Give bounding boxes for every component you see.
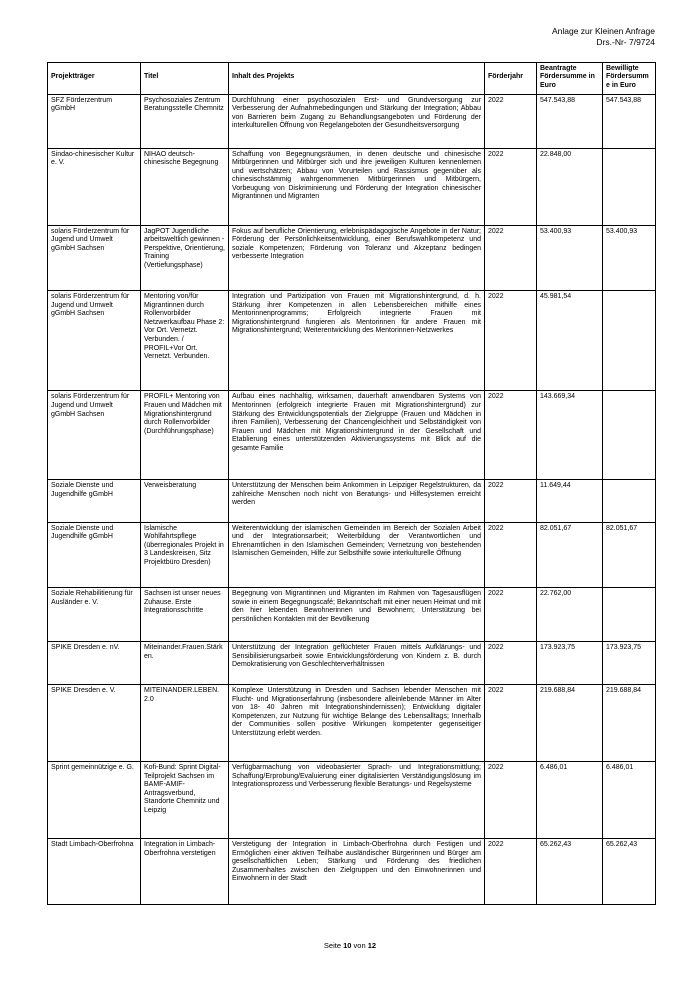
cell-titel: Miteinander.Frauen.Stärken. xyxy=(141,642,229,685)
cell-bewilligte-summe: 53.400,93 xyxy=(603,225,656,291)
cell-projekttraeger: Soziale Rehabilitierung für Ausländer e. V. xyxy=(48,588,141,642)
cell-beantragte-summe: 143.669,34 xyxy=(537,391,603,480)
cell-foerderjahr: 2022 xyxy=(485,291,537,391)
cell-titel: NIHAO deutsch-chinesische Begegnung xyxy=(141,148,229,225)
column-header-titel: Titel xyxy=(141,62,229,94)
cell-titel: Mentoring von/für Migrantinnen durch Rollenvorbilder Netzwerkaufbau Phase 2: Vor Ort. Vernetzt. Verbunden. / PROFIL+Vor Ort. Vernetzt. Verbunden. xyxy=(141,291,229,391)
cell-bewilligte-summe xyxy=(603,291,656,391)
cell-titel: Integration in Limbach-Oberfrohna verstetigen xyxy=(141,839,229,905)
cell-inhalt: Integration und Partizipation von Frauen mit Migrationshintergrund, d. h. Stärkung ihrer Kompetenzen in allen Lebensbereichen mithilfe eines Mentorinnenprogramms; Erfolgreich integrierte Frauen mit Migrationshintergrund fungieren als Mentorinnen für andere Frauen mit Migrationshintergrund; Weiterentwicklung des Mentorinnen-Netzwerkes xyxy=(229,291,485,391)
column-header-beantragte-summe: Beantragte Fördersumme in Euro xyxy=(537,62,603,94)
cell-projekttraeger: SPIKE Dresden e. nV. xyxy=(48,642,141,685)
cell-foerderjahr: 2022 xyxy=(485,839,537,905)
cell-foerderjahr: 2022 xyxy=(485,480,537,523)
cell-titel: JagPOT Jugendliche arbeitsweltlich gewinnen - Perspektive, Orientierung, Training (Vertiefungsphase) xyxy=(141,225,229,291)
table-row xyxy=(48,225,656,291)
table-row xyxy=(48,642,656,685)
cell-titel: Sachsen ist unser neues Zuhause. Erste Integrationsschritte xyxy=(141,588,229,642)
footer-page-label: Seite xyxy=(323,941,342,950)
cell-titel: PROFIL+ Mentoring von Frauen und Mädchen mit Migrationshintergrund durch Rollenvorbilder (Durchführungsphase) xyxy=(141,391,229,480)
table-row xyxy=(48,148,656,225)
cell-beantragte-summe: 65.262,43 xyxy=(537,839,603,905)
cell-bewilligte-summe xyxy=(603,480,656,523)
table-row xyxy=(48,839,656,905)
cell-inhalt: Weiterentwicklung der islamischen Gemeinden im Bereich der Sozialen Arbeit und der Integrationsarbeit; Weiterbildung der Verantwortlichen und Ehrenamtlichen in den Islamischen Gemeinden; Vernetzung von bestehenden Islamischen Gemeinden, Hilfe zur Selbsthilfe sowie interkulturelle Öffnung xyxy=(229,522,485,588)
cell-bewilligte-summe xyxy=(603,148,656,225)
cell-projekttraeger: Soziale Dienste und Jugendhilfe gGmbH xyxy=(48,480,141,523)
cell-bewilligte-summe: 173.923,75 xyxy=(603,642,656,685)
cell-titel: MITEINANDER.LEBEN. 2.0 xyxy=(141,685,229,762)
column-header-bewilligte-summe: Bewilligte Fördersumme in Euro xyxy=(603,62,656,94)
cell-inhalt: Komplexe Unterstützung in Dresden und Sachsen lebender Menschen mit Flucht- und Migrationserfahrung (insbesondere alleinlebende Männer im Alter von 18- 40 Jahren mit Integrationshindernissen); Entwicklung digitaler Kompetenzen, zur Nutzung für wichtige Belange des Lebensalltags; Innerhalb der Communities sollen positive Wirkungen kompetenter gegenseitiger Unterstützung erlebt werden. xyxy=(229,685,485,762)
cell-projekttraeger: Sprint gemeinnützige e. G. xyxy=(48,762,141,839)
cell-bewilligte-summe: 219.688,84 xyxy=(603,685,656,762)
cell-titel: Verweisberatung xyxy=(141,480,229,523)
table-row xyxy=(48,522,656,588)
cell-titel: Islamische Wohlfahrtspflege (überregionales Projekt in 3 Landeskreisen, Sitz Projektbüro Dresden) xyxy=(141,522,229,588)
cell-projekttraeger: solaris Förderzentrum für Jugend und Umwelt gGmbH Sachsen xyxy=(48,391,141,480)
cell-beantragte-summe: 219.688,84 xyxy=(537,685,603,762)
cell-beantragte-summe: 22.848,00 xyxy=(537,148,603,225)
cell-beantragte-summe: 53.400,93 xyxy=(537,225,603,291)
cell-bewilligte-summe: 82.051,67 xyxy=(603,522,656,588)
header-drucksache-number: Drs.-Nr- 7/9724 xyxy=(596,37,655,48)
cell-beantragte-summe: 173.923,75 xyxy=(537,642,603,685)
table-row xyxy=(48,480,656,523)
cell-inhalt: Durchführung einer psychosozialen Erst- und Grundversorgung zur Verbesserung der Aufnahmebedingungen und Stärkung der Integration; Abbau von Barrieren beim Zugang zu Behandlungsangeboten und Förderung der interkulturellen Öffnung von Regelangeboten der Gesundheitsversorgung xyxy=(229,94,485,148)
table-row xyxy=(48,588,656,642)
footer-total-pages: 12 xyxy=(367,941,377,950)
cell-foerderjahr: 2022 xyxy=(485,588,537,642)
table-header-row xyxy=(48,62,656,94)
cell-beantragte-summe: 11.649,44 xyxy=(537,480,603,523)
document-header xyxy=(47,26,655,49)
cell-beantragte-summe: 82.051,67 xyxy=(537,522,603,588)
cell-titel: Kofi-Bund: Sprint Digital-Teilprojekt Sachsen im BAMF-AMIF-Antragsverbund, Standorte Chemnitz und Leipzig xyxy=(141,762,229,839)
cell-foerderjahr: 2022 xyxy=(485,148,537,225)
cell-bewilligte-summe: 547.543,88 xyxy=(603,94,656,148)
cell-inhalt: Fokus auf berufliche Orientierung, erlebnispädagogische Angebote in der Natur; Förderung der Persönlichkeitsentwicklung, einer Berufswahlkompetenz und soziale Kompetenzen; Förderung von Toleranz und Akzeptanz bedingen verbesserte Integration xyxy=(229,225,485,291)
cell-inhalt: Aufbau eines nachhaltig, wirksamen, dauerhaft anwendbaren Systems von Mentorinnen (erfolgreich integrierte Frauen mit Migrationshintergrund) zur Stärkung des Entwicklungspotentials der Zielgruppe (Frauen und Mädchen in ihren Familien), Verbesserung der Chancengleichheit und Selbständigkeit von Frauen und Mädchen mit Migrationshintergrund in der Gesellschaft und Etablierung eines unterstützenden Aktivierungssystems mit Blick auf die gesamte Familie xyxy=(229,391,485,480)
cell-projekttraeger: Soziale Dienste und Jugendhilfe gGmbH xyxy=(48,522,141,588)
cell-foerderjahr: 2022 xyxy=(485,762,537,839)
cell-projekttraeger: SPIKE Dresden e. V. xyxy=(48,685,141,762)
table-row xyxy=(48,762,656,839)
project-table-body xyxy=(48,94,656,904)
cell-inhalt: Verstetigung der Integration in Limbach-Oberfrohna durch Festigen und Ermöglichen einer aktiven Teilhabe ausländischer Bürgerinnen und Bürger am gesellschaftlichen Leben; Stärkung und Förderung des friedlichen Zusammenhaltes zwischen den Zielgruppen und den Einwohnerinnen und Einwohnern in der Stadt xyxy=(229,839,485,905)
cell-inhalt: Unterstützung der Integration geflüchteter Frauen mittels Aufklärungs- und Sensibilisierungsarbeit sowie Entwicklungsförderung von Kindern z. B. durch Demokratisierung von Geschlechterverhältnissen xyxy=(229,642,485,685)
cell-beantragte-summe: 6.486,01 xyxy=(537,762,603,839)
footer-page-number: 10 xyxy=(343,941,352,950)
cell-projekttraeger: Stadt Limbach-Oberfrohna xyxy=(48,839,141,905)
cell-bewilligte-summe: 65.262,43 xyxy=(603,839,656,905)
cell-projekttraeger: Sindao-chinesischer Kultur e. V. xyxy=(48,148,141,225)
page-footer xyxy=(0,941,700,950)
footer-of-label: von xyxy=(353,941,366,950)
header-annex-title: Anlage zur Kleinen Anfrage xyxy=(551,26,655,36)
cell-beantragte-summe: 22.762,00 xyxy=(537,588,603,642)
cell-inhalt: Unterstützung der Menschen beim Ankommen in Leipziger Regelstrukturen, da zahlreiche Menschen noch nicht von Beratungs- und Hilfesystemen erreicht werden xyxy=(229,480,485,523)
table-row xyxy=(48,291,656,391)
table-row xyxy=(48,94,656,148)
cell-projekttraeger: solaris Förderzentrum für Jugend und Umwelt gGmbH Sachsen xyxy=(48,291,141,391)
cell-foerderjahr: 2022 xyxy=(485,391,537,480)
cell-beantragte-summe: 547.543,88 xyxy=(537,94,603,148)
cell-titel: Psychosoziales Zentrum Beratungsstelle Chemnitz xyxy=(141,94,229,148)
cell-foerderjahr: 2022 xyxy=(485,94,537,148)
project-table xyxy=(47,62,656,905)
column-header-inhalt: Inhalt des Projekts xyxy=(229,62,485,94)
cell-bewilligte-summe: 6.486,01 xyxy=(603,762,656,839)
cell-projekttraeger: solaris Förderzentrum für Jugend und Umwelt gGmbH Sachsen xyxy=(48,225,141,291)
column-header-projekttraeger: Projektträger xyxy=(48,62,141,94)
cell-foerderjahr: 2022 xyxy=(485,522,537,588)
cell-inhalt: Verfügbarmachung von videobasierter Sprach- und Integrationsmittlung; Schaffung/Erprobung/Evaluierung einer digitalisierten Verständigungslösung im Integrationsprozess und Verbesserung flexible Beratungs- und Regelsysteme xyxy=(229,762,485,839)
cell-foerderjahr: 2022 xyxy=(485,642,537,685)
cell-beantragte-summe: 45.981,54 xyxy=(537,291,603,391)
table-row xyxy=(48,685,656,762)
cell-foerderjahr: 2022 xyxy=(485,225,537,291)
table-row xyxy=(48,391,656,480)
cell-foerderjahr: 2022 xyxy=(485,685,537,762)
cell-inhalt: Schaffung von Begegnungsräumen, in denen deutsche und chinesische Mitbürgerinnen und Mitbürger sich und ihre jeweiligen Kulturen kennenlernen und wertschätzen; Abbau von Vorurteilen und Rassismus gegenüber als chinesischstämmig wahrgenommenen Mitbürgerinnen und Mitbürgern, Vorbeugung von Diskriminierung und Förderung der Integration chinesischer Migrantinnen und Migranten xyxy=(229,148,485,225)
cell-bewilligte-summe xyxy=(603,391,656,480)
cell-inhalt: Begegnung von Migrantinnen und Migranten im Rahmen von Tagesausflügen sowie in einem Begegnungscafé; Bekanntschaft mit einer neuen Heimat und mit den hier lebenden Bewohnerinnen und Bewohnern; Unterstützung bei persönlichen Kontakten mit der Bevölkerung xyxy=(229,588,485,642)
cell-projekttraeger: SFZ Förderzentrum gGmbH xyxy=(48,94,141,148)
cell-bewilligte-summe xyxy=(603,588,656,642)
column-header-foerderjahr: Förderjahr xyxy=(485,62,537,94)
